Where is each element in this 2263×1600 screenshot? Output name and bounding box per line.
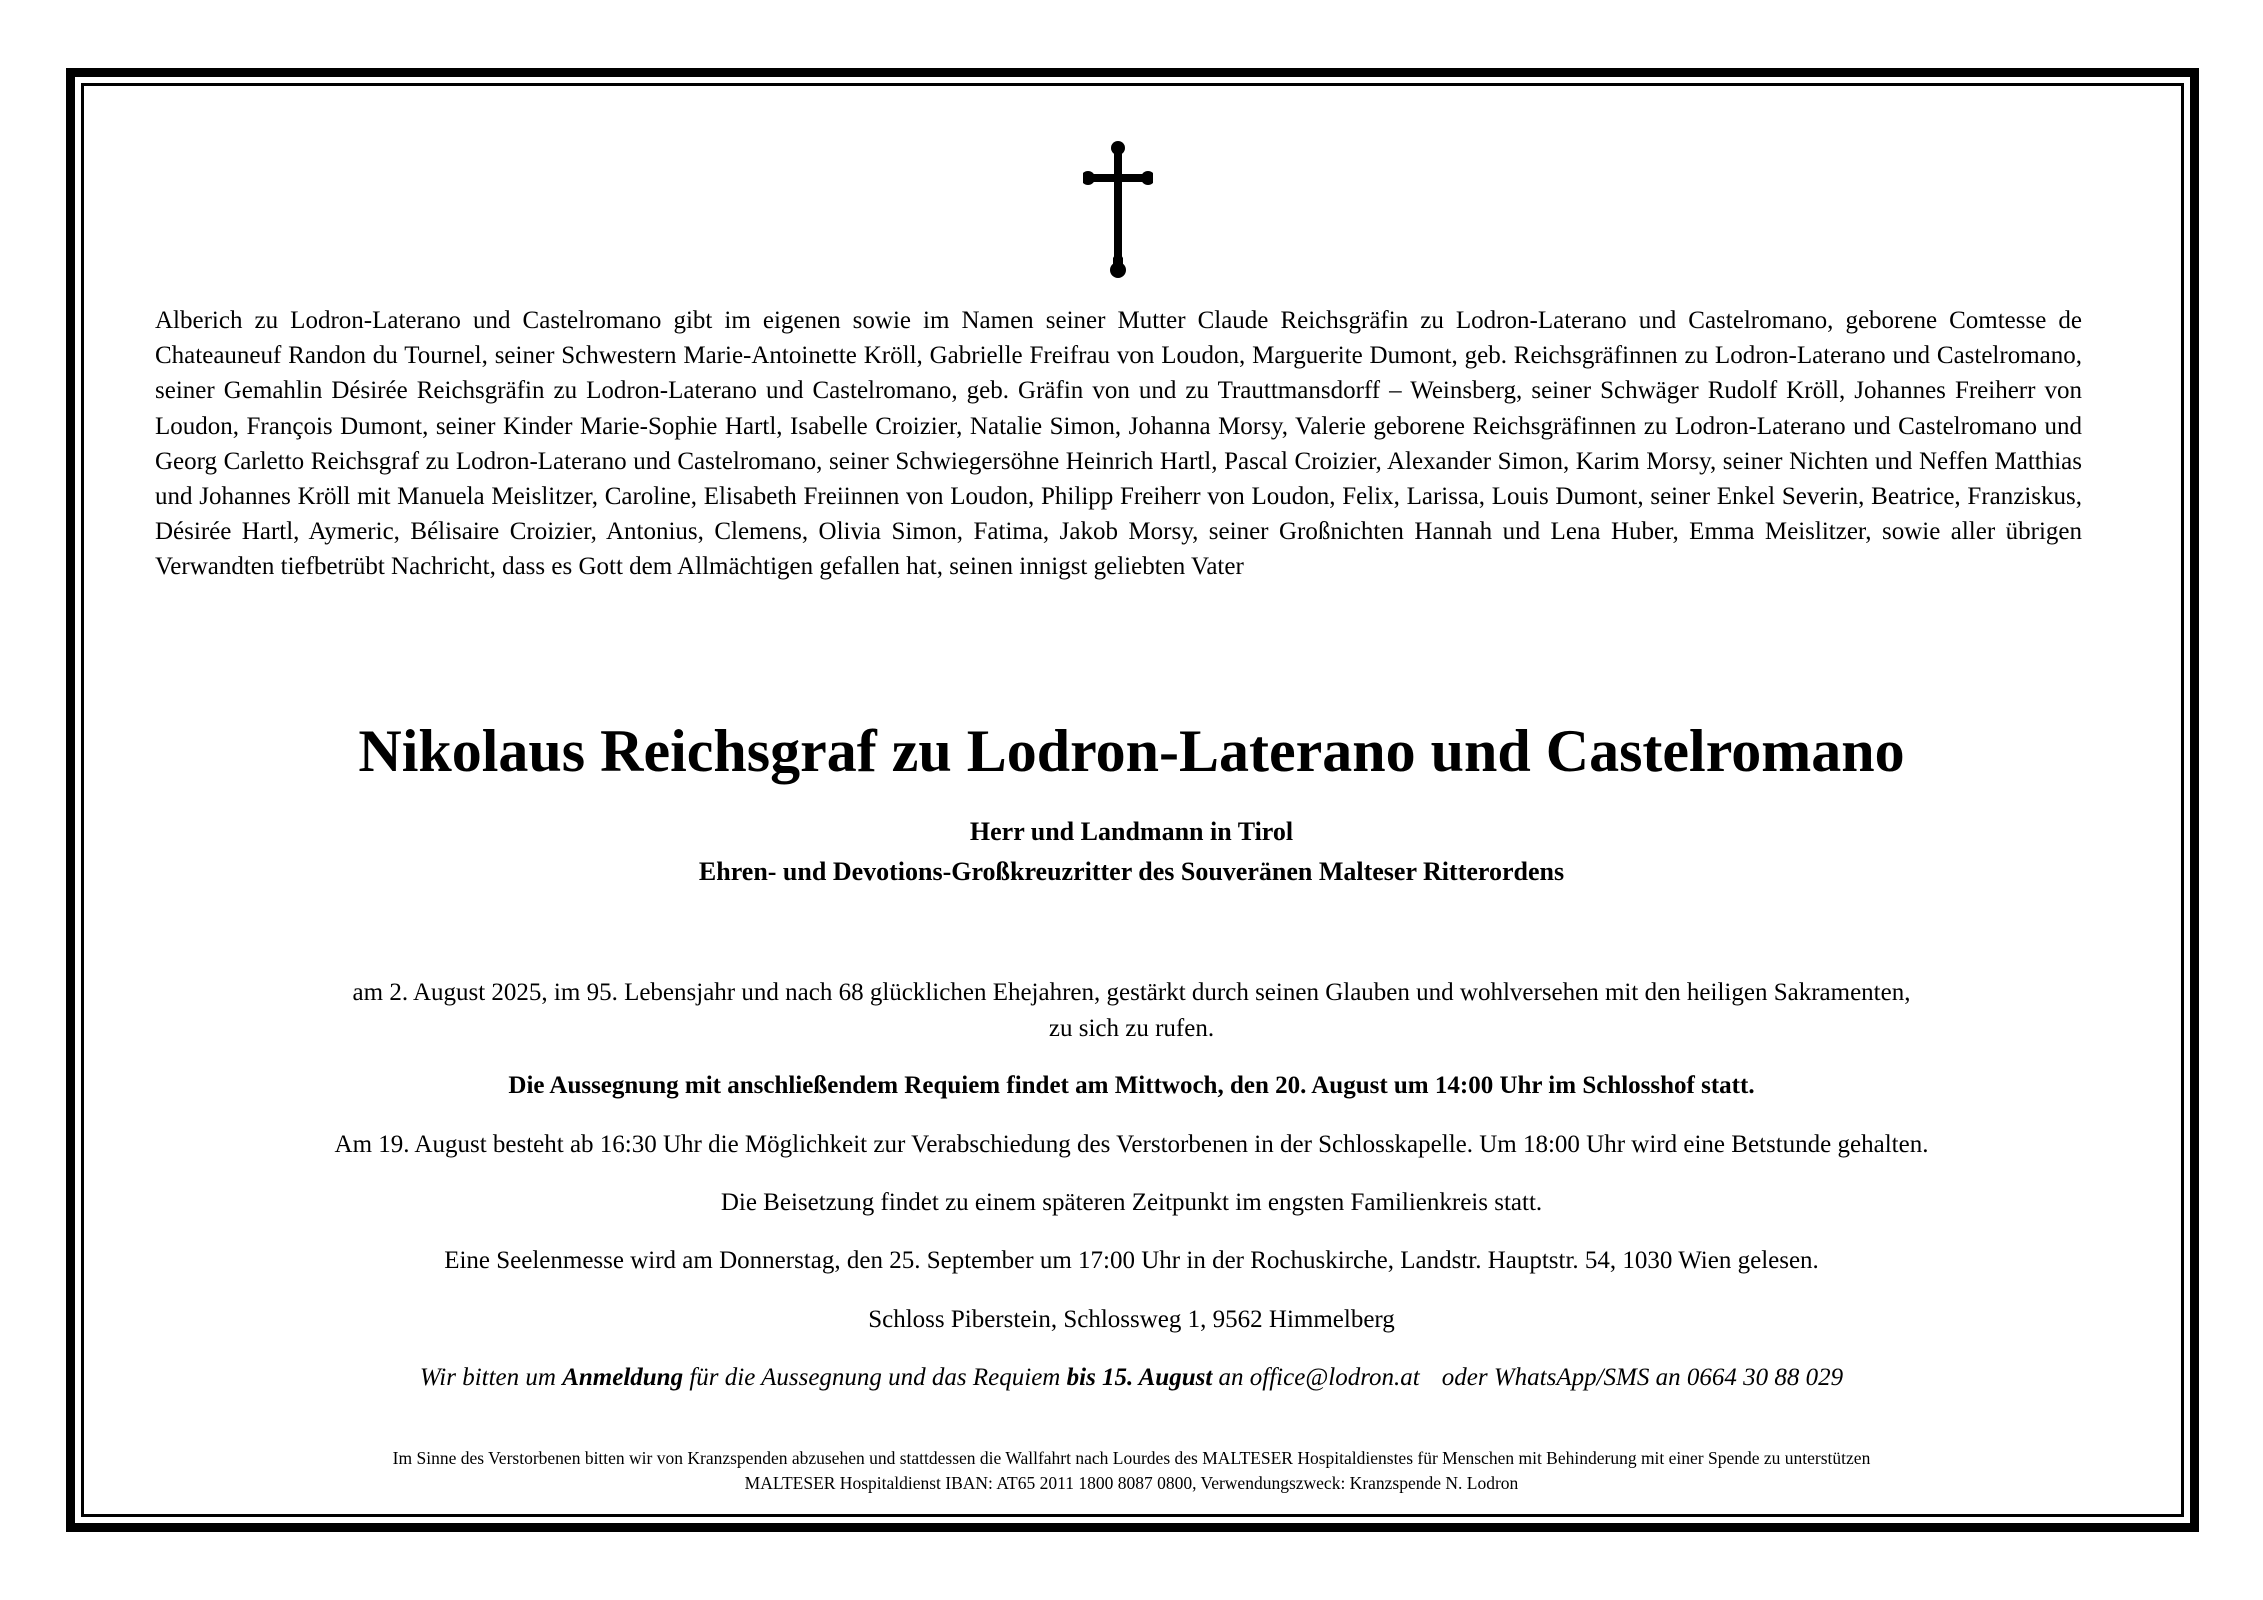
rsvp-text: für die Aussegnung und das Requiem [683, 1364, 1067, 1391]
deceased-name: Nikolaus Reichsgraf zu Lodron-Laterano und Castelromano [358, 718, 1905, 784]
death-line: zu sich zu rufen. [1048, 1015, 1215, 1042]
announcement-paragraph: Alberich zu Lodron-Laterano und Castelromano gibt im eigenen sowie im Namen seiner Mutter Claude Reichsgräfin zu Lodron-Laterano und Castelromano, geborene Comtesse de Chateauneuf Randon du Tournel, seiner Schwestern Marie-Antoinette Kröll, Gabrielle Freifrau von Loudon, Marguerite Dumont, geb. Reichsgräfinnen zu Lodron-Laterano und Castelromano, seiner Gemahlin Désirée Reichsgräfin zu Lodron-Laterano und Castelromano, geb. Gräfin von und zu Trauttmansdorff – Weinsberg, seiner Schwäger Rudolf Kröll, Johannes Freiherr von Loudon, François Dumont, seiner Kinder Marie-Sophie Hartl, Isabelle Croizier, Natalie Simon, Johanna Morsy, Valerie geborene Reichsgräfinnen zu Lodron-Laterano und Castelromano und Georg Carletto Reichsgraf zu Lodron-Laterano und Castelromano, seiner Schwiegersöhne Heinrich Hartl, Pascal Croizier, Alexander Simon, Karim Morsy, seiner Nichten und Neffen Matthias und Johannes Kröll mit Manuela Meislitzer, Caroline, Elisabeth Freiinnen von Loudon, Philipp Freiherr von Loudon, Felix, Larissa, Louis Dumont, seiner Enkel Severin, Beatrice, Franziskus, Désirée Hartl, Aymeric, Bélisaire Croizier, Antonius, Clemens, Olivia Simon, Fatima, Jakob Morsy, seiner Großnichten Hannah und Lena Huber, Emma Meislitzer, sowie aller übrigen Verwandten tiefbetrübt Nachricht, dass es Gott dem Allmächtigen gefallen hat, seinen innigst geliebten Vater [155, 307, 2082, 581]
donation-note [0, 1446, 2263, 1496]
memorial-mass-info: Eine Seelenmesse wird am Donnerstag, den 25. September um 17:00 Uhr in der Rochuskirche, Landstr. Hauptstr. 54, 1030 Wien gelesen. [444, 1247, 1819, 1274]
title-line: Ehren- und Devotions-Großkreuzritter des Souveränen Malteser Ritterordens [698, 857, 1565, 886]
rsvp-email[interactable]: an office@lodron.at [1212, 1364, 1420, 1391]
donation-line: Im Sinne des Verstorbenen bitten wir von Kranzspenden abzusehen und stattdessen die Wallfahrt nach Lourdes des MALTESER Hospitaldienstes für Menschen mit Behinderung mit einer Spende zu unterstützen [392, 1448, 1871, 1468]
death-line: am 2. August 2025, im 95. Lebensjahr und nach 68 glücklichen Ehejahren, gestärkt durch seinen Glauben und wohlversehen mit den heiligen Sakramenten, [352, 979, 1911, 1006]
rsvp-phone: oder WhatsApp/SMS an 0664 30 88 029 [1441, 1364, 1844, 1391]
rsvp-deadline: bis 15. August [1066, 1364, 1213, 1391]
address: Schloss Piberstein, Schlossweg 1, 9562 Himmelberg [868, 1306, 1395, 1333]
burial-info: Die Beisetzung findet zu einem späteren Zeitpunkt im engsten Familienkreis statt. [720, 1189, 1543, 1216]
farewell-info: Am 19. August besteht ab 16:30 Uhr die Möglichkeit zur Verabschiedung des Verstorbenen in der Schlosskapelle. Um 18:00 Uhr wird eine Betstunde gehalten. [334, 1131, 1929, 1158]
funeral-info: Die Aussegnung mit anschließendem Requiem findet am Mittwoch, den 20. August um 14:00 Uhr im Schlosshof statt. [508, 1072, 1755, 1099]
rsvp-emphasis: Anmeldung [562, 1364, 684, 1391]
rsvp-line [0, 1360, 2263, 1396]
deceased-titles [0, 812, 2263, 892]
donation-bank-line: MALTESER Hospitaldienst IBAN: AT65 2011 1800 8087 0800, Verwendungszweck: Kranzspende N. Lodron [744, 1473, 1519, 1493]
rsvp-text: Wir bitten um [419, 1364, 563, 1391]
latin-cross-icon [1083, 140, 1153, 280]
death-notice [0, 975, 2263, 1047]
title-line: Herr und Landmann in Tirol [969, 817, 1294, 846]
